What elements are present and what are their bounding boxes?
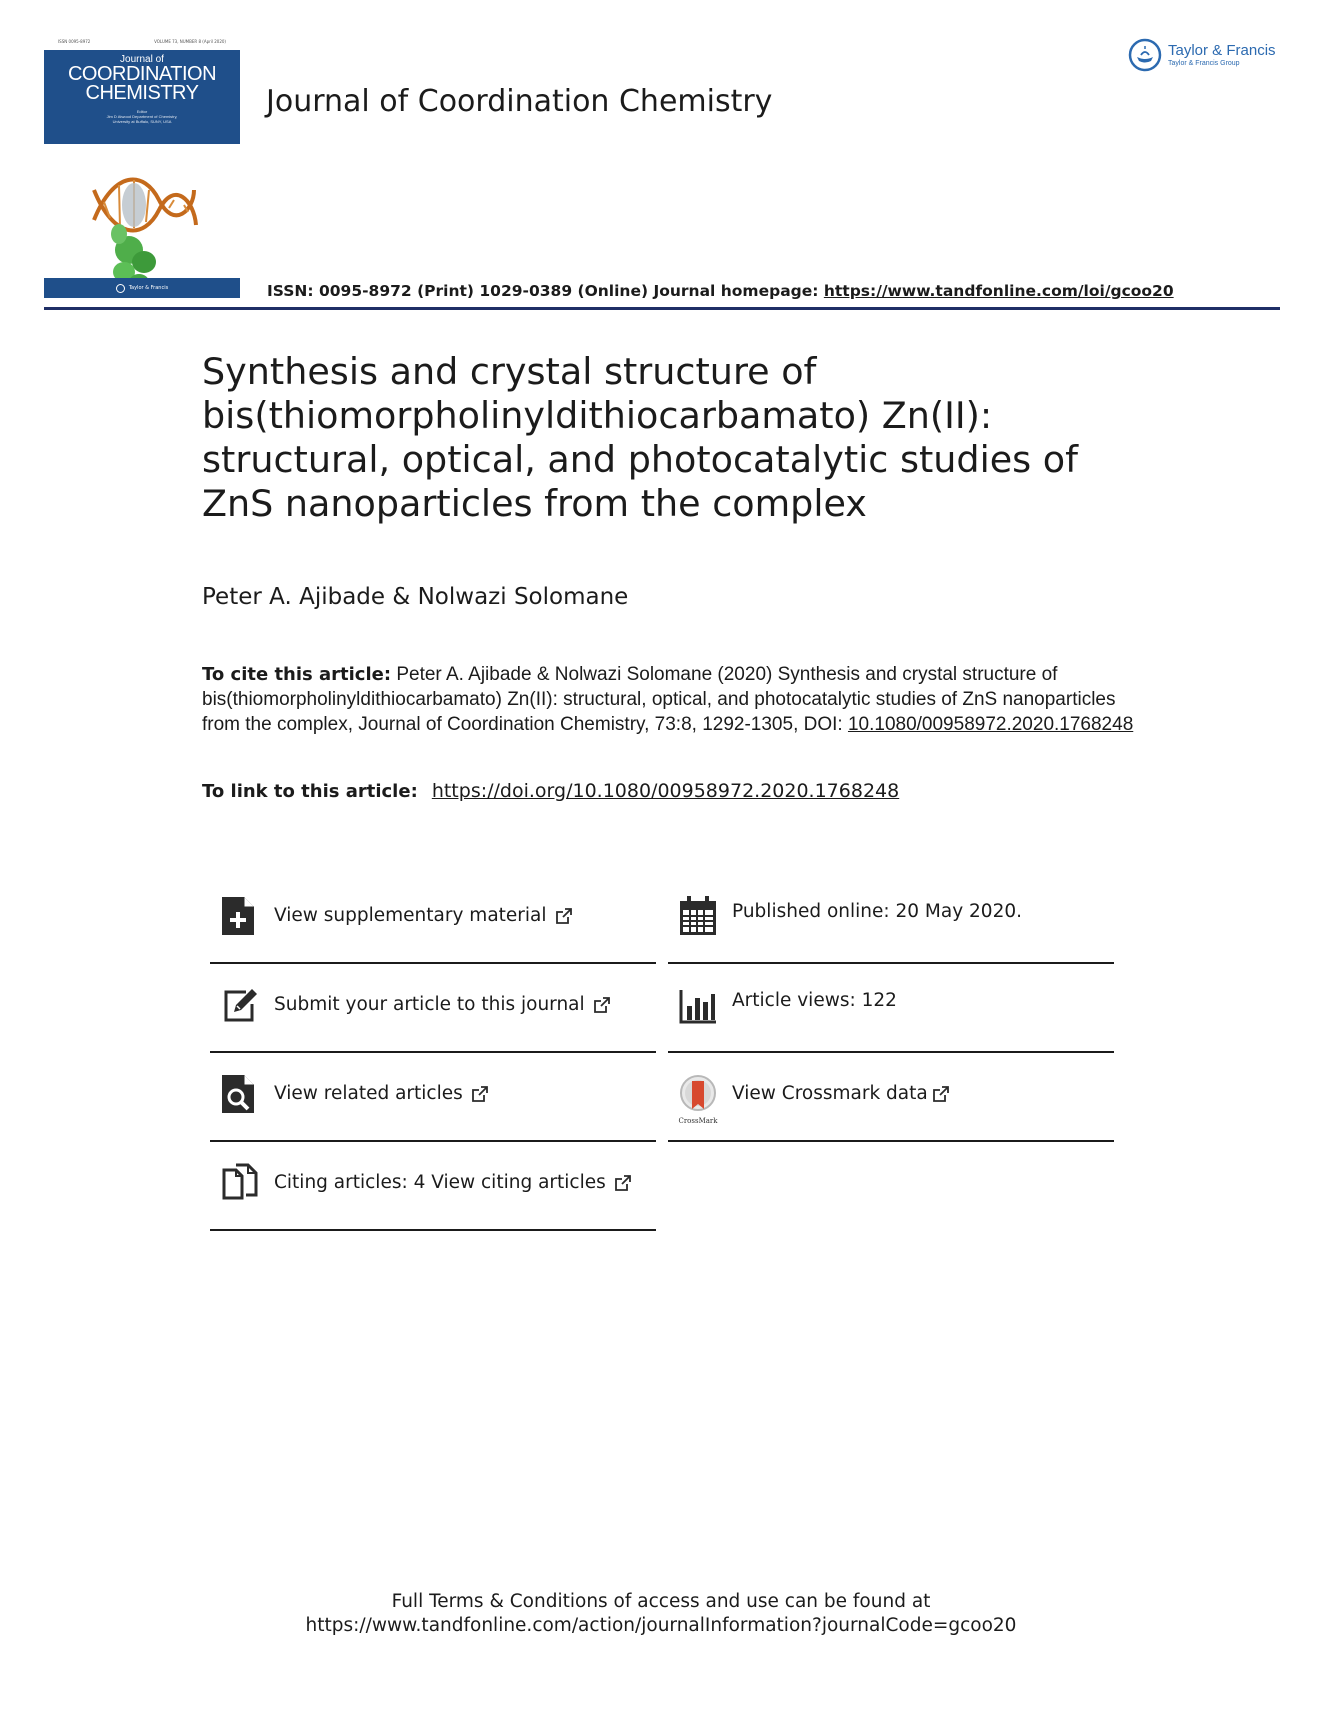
document-search-icon xyxy=(220,1073,260,1115)
article-doi-url[interactable]: https://doi.org/10.1080/00958972.2020.1768248 xyxy=(431,780,900,802)
document-plus-icon xyxy=(220,895,260,937)
cover-editor-line1: Jim D Atwood Department of Chemistry, xyxy=(106,114,178,119)
bar-chart-icon xyxy=(678,984,718,1026)
cover-editor-label: Editor xyxy=(136,109,148,114)
citing-articles-link[interactable] xyxy=(274,1172,632,1193)
submit-article-cell[interactable] xyxy=(210,964,656,1053)
crossmark-icon xyxy=(678,1073,718,1115)
external-link-icon xyxy=(593,996,611,1014)
article-title xyxy=(202,350,1202,526)
terms-line1: Full Terms & Conditions of access and use can be found at xyxy=(391,1591,931,1612)
cover-volume: VOLUME 73, NUMBER 8 (April 2020) xyxy=(154,39,226,44)
crossmark-cell[interactable] xyxy=(668,1053,1114,1142)
article-title-line2: bis(thiomorpholinyldithiocarbamato) Zn(II): xyxy=(202,394,993,437)
publisher-logo-icon xyxy=(1128,38,1162,72)
citation-doi-link[interactable]: 10.1080/00958972.2020.1768248 xyxy=(847,714,1134,735)
citation-label: To cite this article: xyxy=(202,664,392,685)
copy-documents-icon xyxy=(220,1162,260,1204)
edit-icon xyxy=(220,984,260,1026)
supplementary-material-link[interactable] xyxy=(274,905,573,926)
cover-title-band xyxy=(44,50,240,144)
article-title-line1: Synthesis and crystal structure of xyxy=(202,350,817,393)
article-link-label: To link to this article: xyxy=(202,781,418,802)
journal-name[interactable]: Journal of Coordination Chemistry xyxy=(266,84,773,119)
publisher-logo-text xyxy=(1168,43,1276,68)
article-title-line4: ZnS nanoparticles from the complex xyxy=(202,482,867,525)
cover-journal-of: Journal of xyxy=(120,54,164,65)
citation-text: Peter A. Ajibade & Nolwazi Solomane (2020) Synthesis and crystal structure of bis(thiomorpholinyldithiocarbamato) Zn(II): structural, optical, and photocatalytic studies of ZnS nanoparticles from the complex, Journal of Coordination Chemistry, 73:8, 1292-1305, DOI: xyxy=(202,664,1116,735)
crossmark-logo xyxy=(678,1073,718,1125)
publisher-logo[interactable] xyxy=(1128,38,1276,72)
issn-line xyxy=(267,282,1174,300)
header-divider xyxy=(44,307,1280,310)
citation-block xyxy=(202,662,1142,737)
cover-publisher-name: Taylor & Francis xyxy=(128,285,169,291)
cover-editor-block xyxy=(44,109,240,124)
article-authors[interactable]: Peter A. Ajibade & Nolwazi Solomane xyxy=(202,584,629,610)
journal-homepage-link[interactable]: https://www.tandfonline.com/loi/gcoo20 xyxy=(823,282,1174,300)
cover-issn: ISSN 0095-8972 xyxy=(58,39,91,44)
crossmark-label: View Crossmark data xyxy=(732,1083,928,1104)
cover-editor-line2: University at Buffalo, SUNY, USA xyxy=(112,119,172,124)
external-link-icon xyxy=(471,1085,489,1103)
related-articles-label: View related articles xyxy=(274,1083,463,1104)
cover-title-line2: CHEMISTRY xyxy=(85,82,199,104)
publisher-logo-sub: Taylor & Francis Group xyxy=(1168,59,1240,67)
cover-title-line1: COORDINATION xyxy=(67,63,217,85)
calendar-icon xyxy=(678,895,718,937)
related-articles-cell[interactable] xyxy=(210,1053,656,1142)
submit-article-link[interactable] xyxy=(274,994,611,1015)
supplementary-material-label: View supplementary material xyxy=(274,905,547,926)
article-views-text: Article views: 122 xyxy=(732,990,897,1011)
journal-cover xyxy=(44,38,240,300)
external-link-icon xyxy=(614,1174,632,1192)
published-online-cell xyxy=(668,875,1114,964)
article-link-line xyxy=(202,780,899,802)
cover-top-strip xyxy=(44,38,240,48)
crossmark-logo-text: CrossMark xyxy=(678,1117,718,1125)
cover-publisher-band xyxy=(44,278,240,298)
citing-articles-label: Citing articles: 4 View citing articles xyxy=(274,1172,606,1193)
terms-footer xyxy=(0,1590,1322,1638)
published-online-text: Published online: 20 May 2020. xyxy=(732,901,1023,922)
supplementary-material-cell[interactable] xyxy=(210,875,656,964)
external-link-icon xyxy=(555,907,573,925)
external-link-icon xyxy=(932,1085,950,1103)
cover-publisher-icon xyxy=(116,284,125,293)
terms-url[interactable]: https://www.tandfonline.com/action/journalInformation?journalCode=gcoo20 xyxy=(305,1615,1017,1636)
article-title-line3: structural, optical, and photocatalytic studies of xyxy=(202,438,1078,481)
publisher-logo-main: Taylor & Francis xyxy=(1168,41,1276,59)
citing-articles-cell[interactable] xyxy=(210,1142,656,1231)
related-articles-link[interactable] xyxy=(274,1083,489,1104)
issn-text: ISSN: 0095-8972 (Print) 1029-0389 (Online) Journal homepage: xyxy=(267,282,824,300)
crossmark-link[interactable] xyxy=(732,1083,950,1104)
submit-article-label: Submit your article to this journal xyxy=(274,994,585,1015)
article-views-cell xyxy=(668,964,1114,1053)
